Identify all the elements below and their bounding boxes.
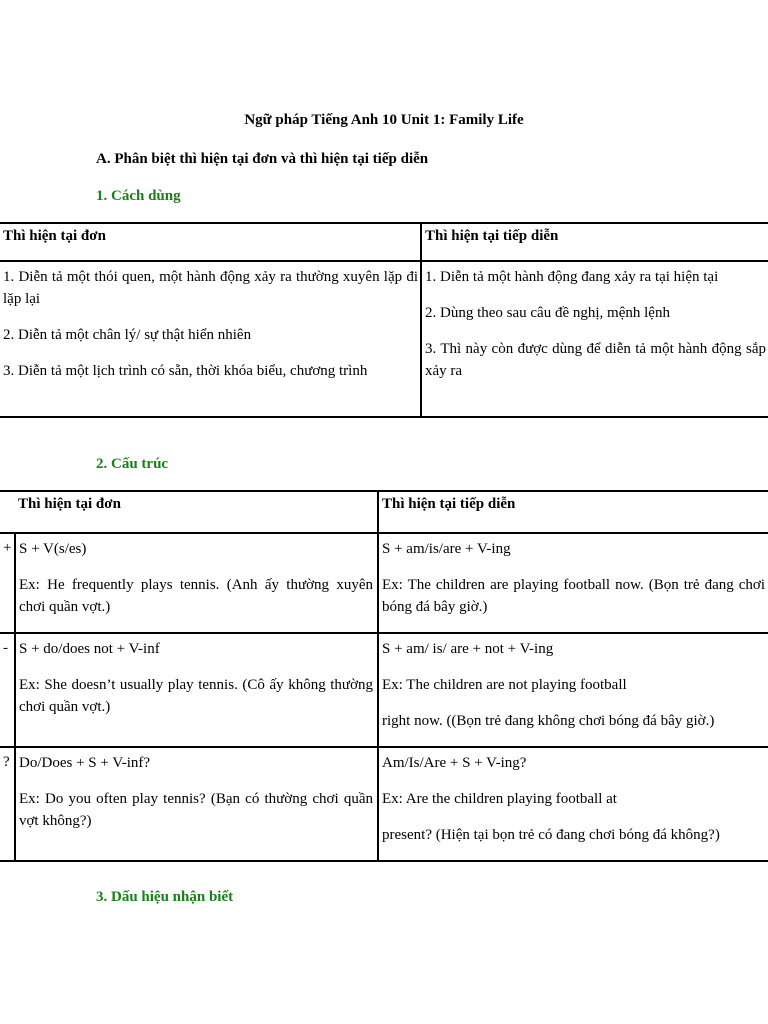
- usage-simple-item: 1. Diễn tả một thói quen, một hành động xảy ra thường xuyên lặp đi lặp lại: [3, 269, 418, 307]
- simple-formula: S + V(s/es): [19, 541, 87, 557]
- heading-structure: 2. Cấu trúc: [96, 456, 169, 472]
- continuous-cell: [378, 633, 768, 747]
- simple-formula: Do/Does + S + V-inf?: [19, 755, 151, 771]
- continuous-cell: [378, 747, 768, 861]
- simple-cell: [15, 747, 378, 861]
- usage-continuous-item: 1. Diễn tả một hành động đang xảy ra tại hiện tại: [425, 269, 719, 285]
- usage-simple-item: 2. Diễn tả một chân lý/ sự thật hiển nhiên: [3, 327, 252, 343]
- heading-usage: 1. Cách dùng: [96, 188, 181, 204]
- continuous-cell: [378, 533, 768, 633]
- usage-simple-item: 3. Diễn tả một lịch trình có sẵn, thời khóa biểu, chương trình: [3, 363, 368, 379]
- sign-label: ?: [0, 747, 15, 861]
- sign-label: -: [0, 633, 15, 747]
- simple-cell: [15, 533, 378, 633]
- usage-table: [0, 222, 768, 418]
- page-title: Ngữ pháp Tiếng Anh 10 Unit 1: Family Life: [244, 112, 524, 128]
- continuous-formula: S + am/ is/ are + not + V-ing: [382, 641, 554, 657]
- continuous-example: Ex: The children are playing football now. (Bọn trẻ đang chơi bóng đá bây giờ.): [382, 577, 765, 615]
- usage-col2-header: Thì hiện tại tiếp diễn: [421, 223, 768, 261]
- usage-simple-cell: [0, 261, 421, 417]
- usage-continuous-item: 3. Thì này còn được dùng để diễn tả một hành động sắp xảy ra: [425, 341, 766, 379]
- heading-signals: 3. Dấu hiệu nhận biết: [96, 889, 234, 905]
- structure-row-negative: [0, 633, 768, 747]
- structure-table: [0, 490, 768, 862]
- simple-cell: [15, 633, 378, 747]
- simple-example: Ex: He frequently plays tennis. (Anh ấy thường xuyên chơi quần vợt.): [19, 577, 373, 615]
- continuous-formula: Am/Is/Are + S + V-ing?: [382, 755, 527, 771]
- simple-example: Ex: She doesn’t usually play tennis. (Cô ấy không thường chơi quần vợt.): [19, 677, 373, 715]
- continuous-example-cont: right now. ((Bọn trẻ đang không chơi bóng đá bây giờ.): [382, 713, 715, 729]
- sign-label: +: [0, 533, 15, 633]
- simple-formula: S + do/does not + V-inf: [19, 641, 160, 657]
- structure-table-header: [0, 491, 768, 533]
- usage-table-header: [0, 223, 768, 261]
- section-a-heading: A. Phân biệt thì hiện tại đơn và thì hiện tại tiếp diễn: [96, 151, 429, 167]
- usage-continuous-item: 2. Dùng theo sau câu đề nghị, mệnh lệnh: [425, 305, 670, 321]
- structure-col1-header: Thì hiện tại đơn: [15, 491, 378, 533]
- usage-table-row: [0, 261, 768, 417]
- continuous-example-cont: present? (Hiện tại bọn trẻ có đang chơi bóng đá không?): [382, 827, 720, 843]
- structure-row-question: [0, 747, 768, 861]
- continuous-example: Ex: Are the children playing football at: [382, 791, 617, 807]
- structure-col2-header: Thì hiện tại tiếp diễn: [378, 491, 768, 533]
- usage-col1-header: Thì hiện tại đơn: [0, 223, 421, 261]
- simple-example: Ex: Do you often play tennis? (Bạn có thường chơi quần vợt không?): [19, 791, 373, 829]
- usage-continuous-cell: [421, 261, 768, 417]
- structure-row-affirmative: [0, 533, 768, 633]
- continuous-example: Ex: The children are not playing football: [382, 677, 627, 693]
- continuous-formula: S + am/is/are + V-ing: [382, 541, 511, 557]
